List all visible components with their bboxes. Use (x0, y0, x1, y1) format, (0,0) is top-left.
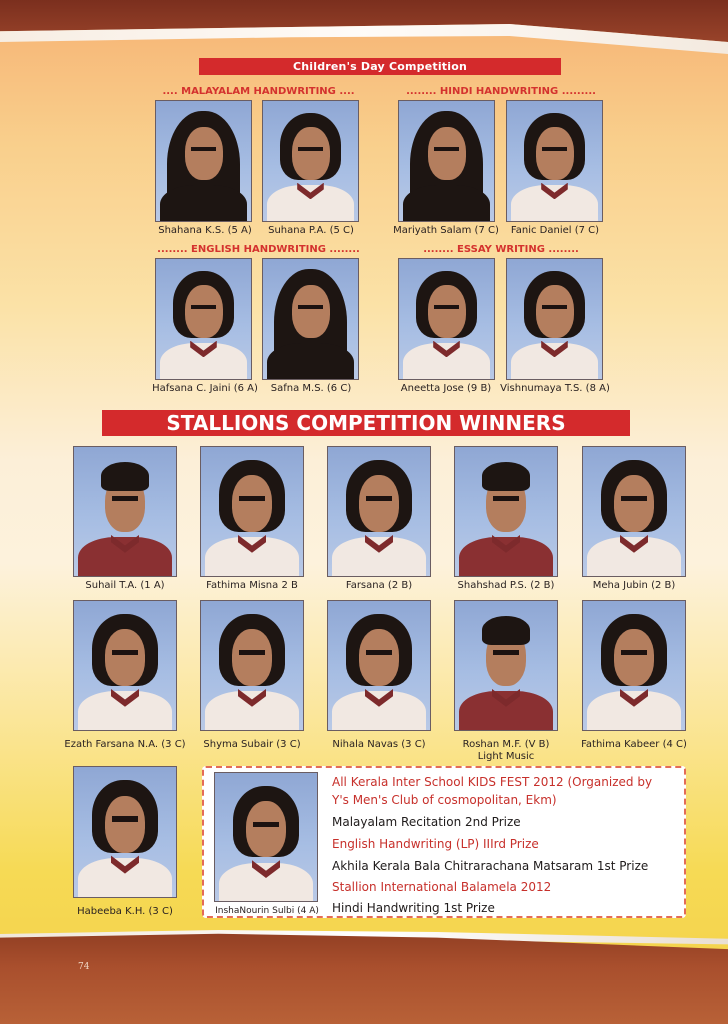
student-photo (214, 772, 318, 902)
student-photo (73, 600, 177, 731)
prize-line: Hindi Handwriting 1st Prize (332, 901, 495, 915)
prize-line: English Handwriting (LP) IIIrd Prize (332, 837, 539, 851)
prize-line: All Kerala Inter School KIDS FEST 2012 (Organized by (332, 775, 653, 789)
student-caption: Suhail T.A. (1 A) (85, 580, 165, 591)
student-photo (582, 600, 686, 731)
student-caption: InshaNourin Sulbi (4 A) (215, 906, 319, 916)
prize-line: Stallion International Balamela 2012 (332, 880, 552, 894)
prize-line: Y's Men's Club of cosmopolitan, Ekm) (332, 793, 557, 807)
student-caption: Roshan M.F. (V B) (462, 739, 550, 750)
student-photo (454, 446, 558, 577)
student-photo (73, 446, 177, 577)
student-caption: Safna M.S. (6 C) (270, 383, 352, 394)
student-photo (327, 600, 431, 731)
student-caption: Fathima Kabeer (4 C) (581, 739, 687, 750)
student-photo (73, 766, 177, 898)
student-caption: Shahana K.S. (5 A) (158, 225, 252, 236)
student-caption: Nihala Navas (3 C) (332, 739, 426, 750)
student-photo (262, 258, 359, 380)
student-photo (398, 100, 495, 222)
student-photo (155, 100, 252, 222)
student-caption: Fathima Misna 2 B (206, 580, 298, 591)
student-photo (506, 258, 603, 380)
student-photo (454, 600, 558, 731)
student-caption: Shyma Subair (3 C) (203, 739, 301, 750)
student-caption: Ezath Farsana N.A. (3 C) (64, 739, 186, 750)
student-caption: Habeeba K.H. (3 C) (77, 906, 173, 917)
student-caption: Suhana P.A. (5 C) (268, 225, 354, 236)
student-caption: Fanic Daniel (7 C) (510, 225, 600, 236)
student-photo (200, 600, 304, 731)
category-hindi-handwriting: ........ HINDI HANDWRITING ......... (406, 86, 596, 97)
student-caption: Aneetta Jose (9 B) (400, 383, 492, 394)
student-photo (200, 446, 304, 577)
student-caption: Meha Jubin (2 B) (592, 580, 676, 591)
student-caption-note: Light Music (477, 751, 535, 762)
student-caption: Shahshad P.S. (2 B) (457, 580, 555, 591)
student-caption: Farsana (2 B) (345, 580, 413, 591)
student-photo (262, 100, 359, 222)
student-photo (398, 258, 495, 380)
student-caption: Mariyath Salam (7 C) (393, 225, 499, 236)
prize-line: Malayalam Recitation 2nd Prize (332, 815, 521, 829)
category-malayalam-handwriting: .... MALAYALAM HANDWRITING .... (162, 86, 355, 97)
prize-line: Akhila Kerala Bala Chitrarachana Matsaram 1st Prize (332, 859, 649, 873)
student-caption: Vishnumaya T.S. (8 A) (500, 383, 610, 394)
category-essay-writing: ........ ESSAY WRITING ........ (423, 244, 579, 255)
student-photo (506, 100, 603, 222)
student-photo (155, 258, 252, 380)
student-photo (582, 446, 686, 577)
page-number: 74 (78, 962, 90, 972)
childrens-day-banner: Children's Day Competition (199, 58, 561, 75)
student-caption: Hafsana C. Jaini (6 A) (152, 383, 258, 394)
stallions-winners-banner: STALLIONS COMPETITION WINNERS (102, 410, 630, 436)
category-english-handwriting: ........ ENGLISH HANDWRITING ........ (157, 244, 360, 255)
student-photo (327, 446, 431, 577)
